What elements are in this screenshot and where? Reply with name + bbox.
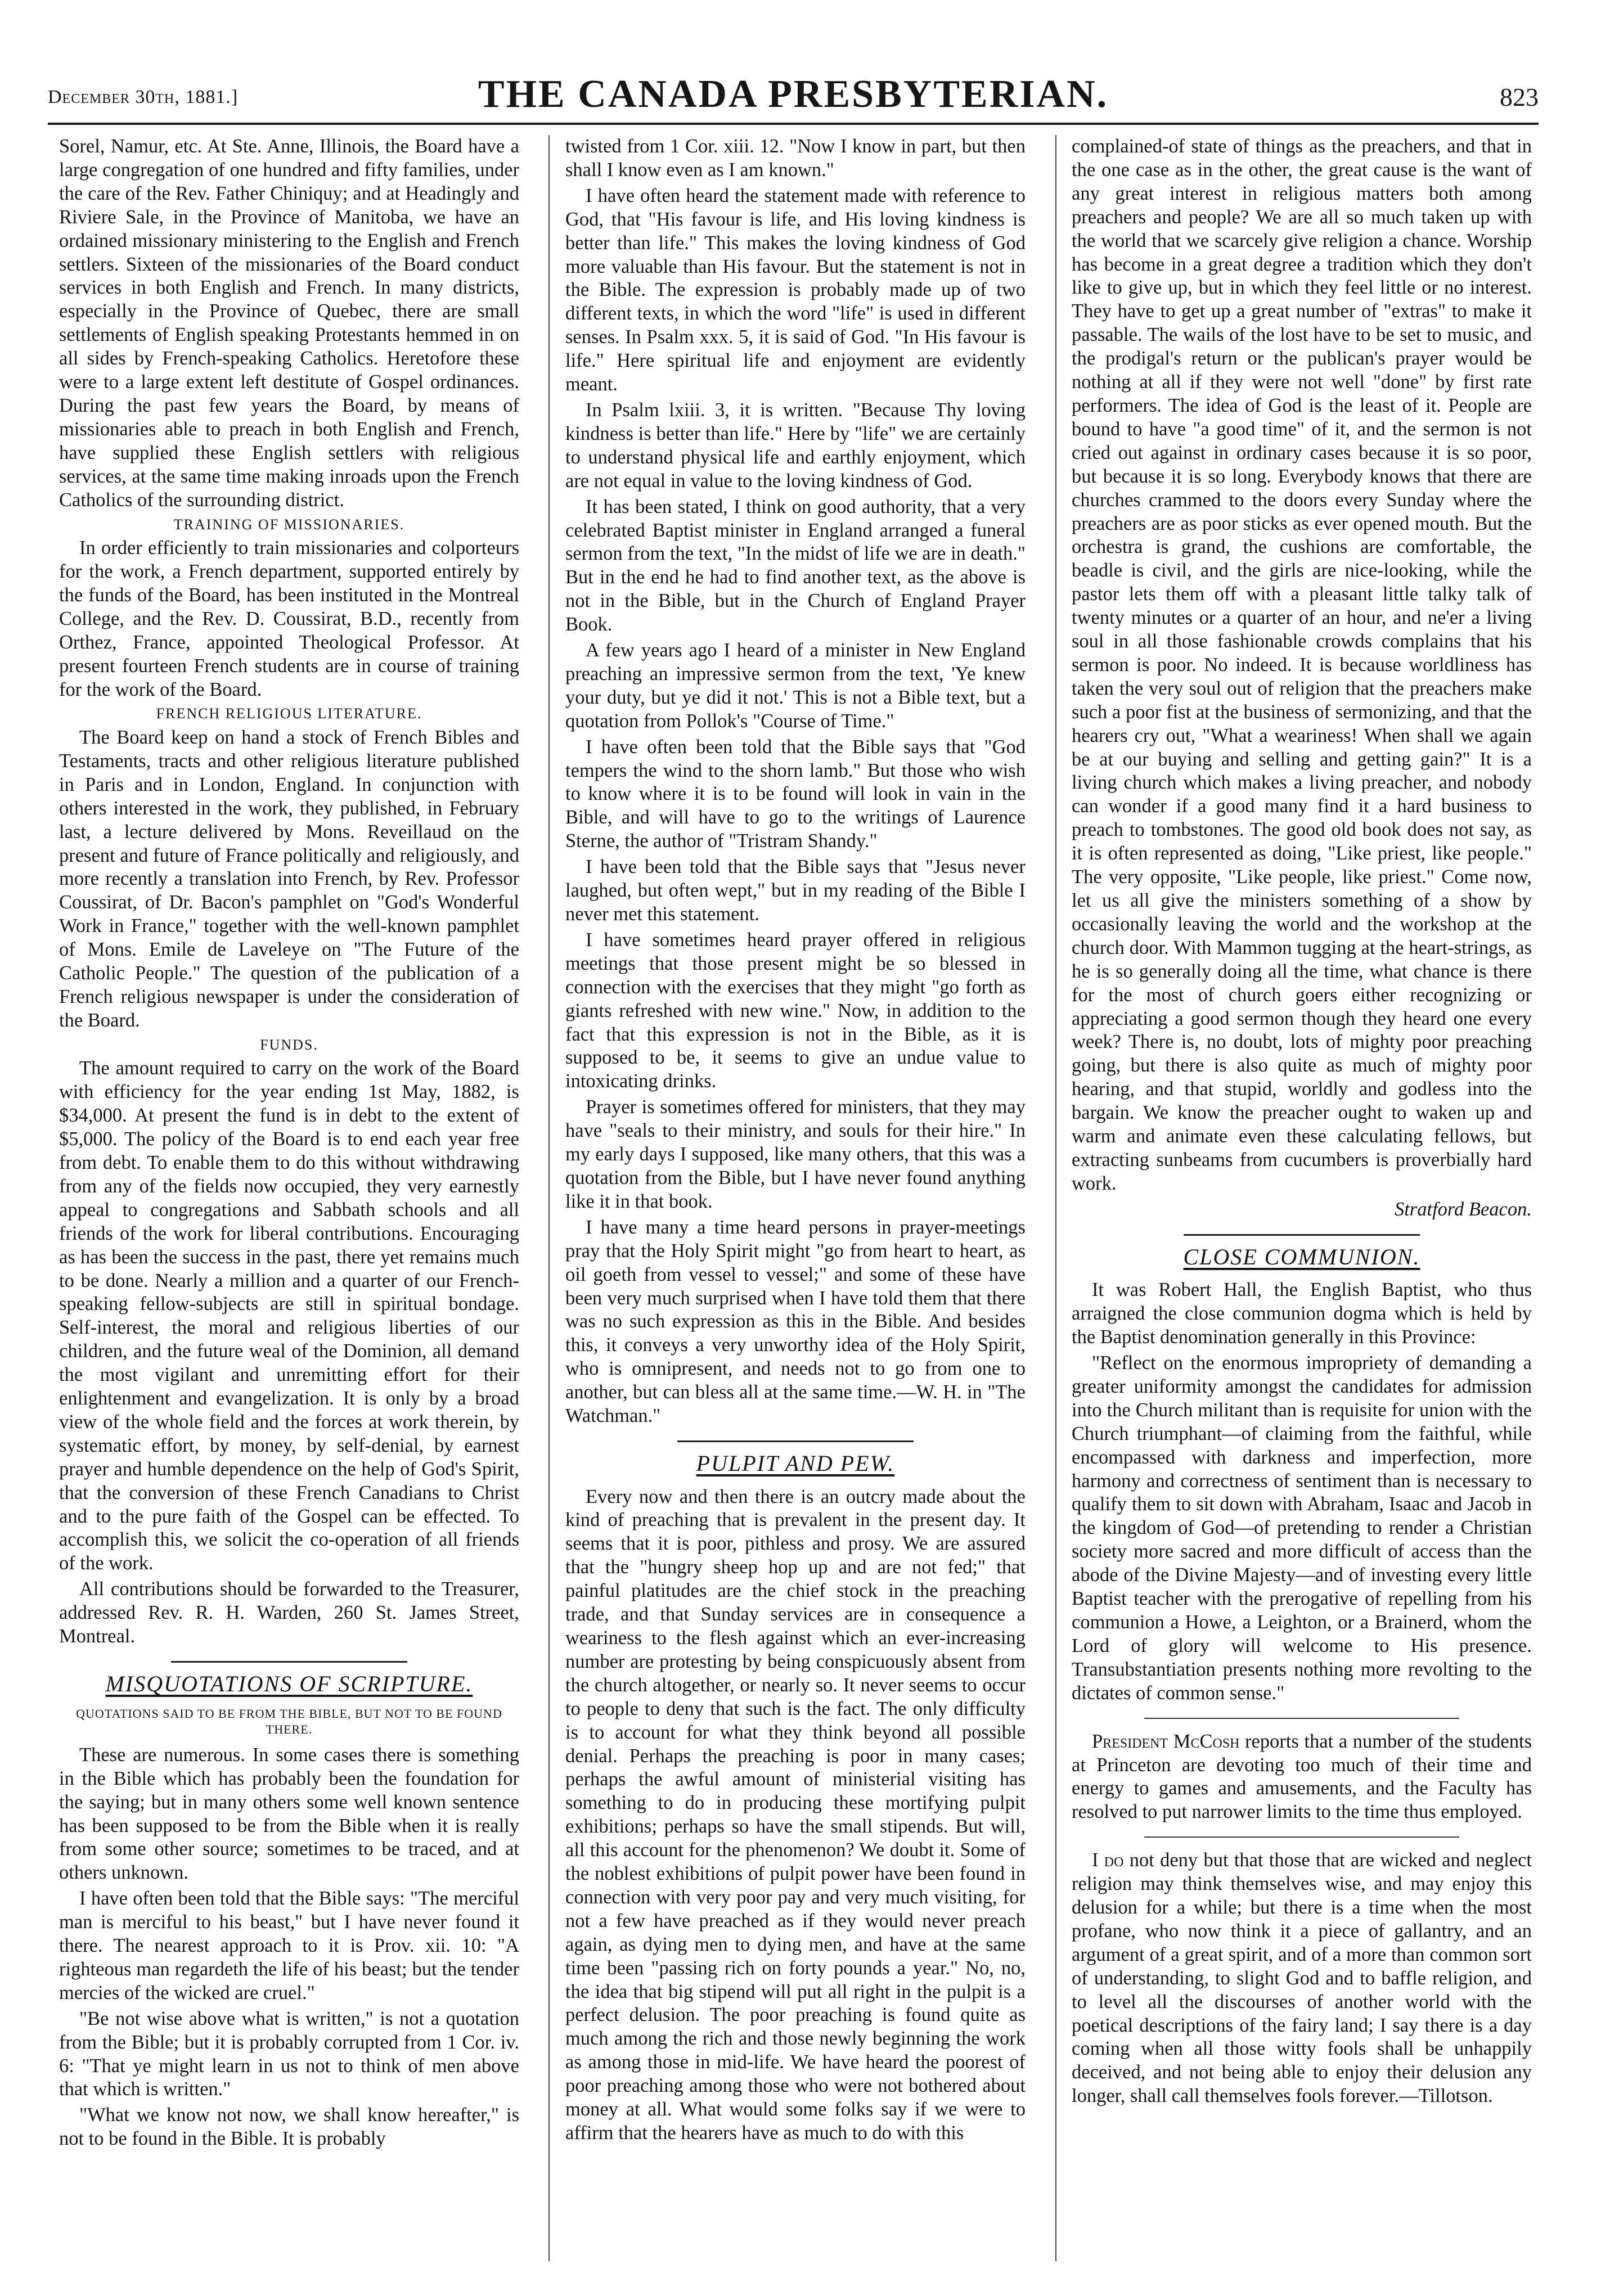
paragraph: A few years ago I heard of a minister in New England preaching an impressive sermon from the text, 'Ye knew your duty, but ye did it not.' This is not a Bible text, but a quotation from Pollok's "Course of Time." (565, 640, 1026, 732)
lead-words: I do (1092, 1849, 1124, 1871)
paragraph: I have often heard the statement made with reference to God, that "His favour is life, and His loving kindness is better than life." This makes the loving kindness of God more valuable than His favour. But the statement is not in the Bible. The expression is probably made up of two different texts, in which the word "life" is used in different senses. In Psalm xxx. 5, it is said of God. "In His favour is life." Here spiritual life and enjoyment are evidently meant. (565, 184, 1026, 395)
paragraph: It was Robert Hall, the English Baptist, who thus arraigned the close communion dogma which is held by the Baptist denomination generally in this Province: (1072, 1279, 1532, 1348)
column-1 (59, 135, 519, 2272)
section-rule (677, 1440, 914, 1442)
column-rule-2 (1055, 135, 1056, 2261)
paragraph (1072, 1730, 1532, 1825)
paragraph: Prayer is sometimes offered for ministers, that they may have "seals to their ministry, and souls for their hire." In my early days I supposed, like many others, that this was a quotation from the Bible, but I have never found anything like it in that book. (565, 1096, 1026, 1212)
paragraph: I have many a time heard persons in prayer-meetings pray that the Holy Spirit might "go from heart to heart, as oil goeth from vessel to vessel;" and some of these have been very much surprised when I have told them that there was no such expression as this in the Bible. And besides this, it conveys a very unworthy idea of the Holy Spirit, who is omnipresent, and needs not to go from one to another, but can bless all at the same time.—W. H. in "The Watchman." (565, 1216, 1026, 1427)
paragraph-text: not deny but that those that are wicked and neglect religion may think themselves wise, and may enjoy this delusion for a while; but there is a time when the most profane, who now think it a piece of gallantry, and an argument of a great spirit, and of a more than common sort of understanding, to slight God and to baffle religion, and to level all the discourses of another world with the poetical descriptions of the fairy land; I say there is a day coming when all those witty fools shall be unhappily deceived, and not being able to enjoy their delusion any longer, shall call themselves fools forever.—Tillotson. (1072, 1849, 1532, 2107)
paragraph: I have sometimes heard prayer offered in religious meetings that those present might be so blessed in connection with the exercises that they might "go forth as giants refreshed with new wine." Now, in addition to the fact that this expression is not in the Bible, as it is supposed to be, it seems to give an undue value to intoxicating drinks. (565, 929, 1026, 1092)
paragraph: In Psalm lxiii. 3, it is written. "Because Thy loving kindness is better than life." Here by "life" we are certainly to understand physical life and earthly enjoyment, which are not equal in value to the loving kindness of God. (565, 399, 1026, 492)
paragraph: I have often been told that the Bible says: "The merciful man is merciful to his beast," but I have never found it there. The nearest approach to it is Prov. xii. 10: "A righteous man regardeth the life of his beast; but the tender mercies of the wicked are cruel." (59, 1888, 519, 2004)
issue-date: December 30th, 1881.] (48, 87, 239, 107)
subheading-training: TRAINING OF MISSIONARIES. (173, 516, 405, 533)
section-rule (171, 1661, 407, 1663)
paragraph: It has been stated, I think on good authority, that a very celebrated Baptist minister in England arranged a funeral sermon from the text, "In the midst of life we are in death." But in the end he had to find another text, as the above is not in the Bible, but in the Church of England Prayer Book. (565, 496, 1026, 636)
paragraph: complained-of state of things as the preachers, and that in the one case as in the other, the great cause is the want of any great interest in religious matters both among preachers and people? We are all so much taken up with the world that we scarcely give religion a chance. Worship has become in a great degree a tradition which they don't like to give up, but in which they feel little or no interest. They have to get up a great number of "extras" to make it passable. The wails of the lost have to be set to music, and the prodigal's return or the publican's prayer would be nothing at all if they were not well "done" by first rate performers. The idea of God is the least of it. People are bound to have "a good time" of it, and the sermon is not cried out against in ordinary cases because it is so poor, but because it is so long. Everybody knows that there are churches crammed to the doors every Sunday where the preachers are as poor sticks as ever opened mouth. But the orchestra is grand, the cushions are comfortable, the beadle is civil, and the girls are nice-looking, while the pastor lets them off with a pleasant little talky talk of twenty minutes or a quarter of an hour, and ne'er a living soul in all those fashionable crowds complains that his sermon is poor. No indeed. It is because worldliness has taken the very soul out of religion that the preachers make such a poor fist at the business of sermonizing, and that the hearers cry out, "What a weariness! When shall we again be at our buying and selling and getting gain?" It is a living church which makes a living preacher, and nobody can wonder if a good many find it a hard business to preach to tombstones. The good old book does not say, as it is often represented as doing, "Like priest, like people." The very opposite, "Like people, like priest." Come now, let us all give the ministers something of a show by occasionally leaving the world and the workshop at the church door. With Mammon tugging at the heart-strings, as he is so generally doing all the time, what chance is there for the most of church goers either recognizing or appreciating a good sermon though they heard one every week? There is, no doubt, lots of mighty poor preaching going, but there is also quite as much of mighty poor hearing, and that stupid, worldly and godless into the bargain. We know the preacher ought to waken up and warm and animate even these calculating fellows, but extracting sunbeams from cucumbers is proverbially hard work. (1072, 136, 1532, 1194)
masthead (48, 72, 1539, 125)
page-number: 823 (1500, 83, 1539, 111)
article-title-misquotations: MISQUOTATIONS OF SCRIPTURE. (105, 1671, 473, 1697)
paragraph: Every now and then there is an outcry made about the kind of preaching that is prevalent in the present day. It seems that it is poor, pithless and prosy. We are assured that the "hungry sheep hop up and are not fed;" that painful platitudes are the chief stock in the preaching trade, and that Sunday services are in consequence a weariness to the flesh against which an ever-increasing number are protesting by being conspicuously absent from the church altogether, or nearly so. It never seems to occur to people to deny that such is the fact. The only difficulty is to account for what they think beyond all possible denial. Perhaps the preaching is poor in many cases; perhaps the awful amount of ministerial visiting has something to do in producing these mortifying pulpit exhibitions; perhaps so have the small stipends. But will, all this account for the phenomenon? We doubt it. Some of the noblest exhibitions of pulpit power have been found in connection with very poor pay and very much visiting, for not a few have preached as if they would never preach again, as dying men to dying men, and have at the same time been "passing rich on forty pounds a year." No, no, the idea that big stipend will put all right in the pulpit is a perfect delusion. The poor preaching is found quite as much among the rich and those newly beginning the work as among those in mid-life. We have heard the poorest of poor preaching among those who were not bothered about money at all. What would some folks say if we were to affirm that the hearers have as much to do with this (565, 1485, 1026, 2144)
section-rule (1144, 1836, 1459, 1838)
paragraph: "What we know not now, we shall know hereafter," is not to be found in the Bible. It is probably (59, 2104, 519, 2150)
article-title-pulpit: PULPIT AND PEW. (696, 1450, 895, 1476)
paragraph: "Be not wise above what is written," is not a quotation from the Bible; but it is probably corrupted from 1 Cor. iv. 6: "That ye might learn in us not to think of men above that which is written." (59, 2007, 519, 2100)
paragraph: I have been told that the Bible says that "Jesus never laughed, but often wept," but in my reading of the Bible I never met this statement. (565, 856, 1026, 925)
section-rule (1184, 1234, 1420, 1236)
paragraph: All contributions should be forwarded to the Treasurer, addressed Rev. R. H. Warden, 260 St. James Street, Montreal. (59, 1578, 519, 1647)
lead-words: President McCosh (1092, 1730, 1240, 1752)
column-2 (565, 135, 1026, 2272)
newspaper-title: THE CANADA PRESBYTERIAN. (478, 73, 1109, 116)
article-title-communion: CLOSE COMMUNION. (1183, 1244, 1420, 1269)
paragraph: These are numerous. In some cases there is something in the Bible which has probably been the foundation for the saying; but in many others some well known sentence has been supposed to be from the Bible when it is really from some other source; sometimes to be traced, and at others unknown. (59, 1744, 519, 1884)
paragraph (1072, 1849, 1532, 2108)
subheading-literature: FRENCH RELIGIOUS LITERATURE. (156, 705, 422, 722)
article-subtitle: QUOTATIONS SAID TO BE FROM THE BIBLE, BUT NOT TO BE FOUND THERE. (76, 1706, 502, 1737)
paragraph: The amount required to carry on the work of the Board with efficiency for the year ending 1st May, 1882, is $34,000. At present the fund is in debt to the extent of $5,000. The policy of the Board is to end each year free from debt. To enable them to do this without withdrawing from any of the fields now occupied, they very earnestly appeal to congregations and Sabbath schools and all friends of the work for liberal contributions. Encouraging as has been the success in the past, there yet remains much to be done. Nearly a million and a quarter of our French-speaking fellow-subjects are still in spiritual bondage. Self-interest, the moral and religious liberties of our children, and the future weal of the Dominion, all demand the most vigilant and unremitting effort for their enlightenment and evangelization. It is only by a broad view of the whole field and the forces at work therein, by systematic effort, by money, by self-denial, by earnest prayer and humble dependence on the help of God's Spirit, that the conversion of these French Canadians to Christ and to the pure faith of the Gospel can be effected. To accomplish this, we solicit the co-operation of all friends of the work. (59, 1057, 519, 1574)
section-rule (1144, 1718, 1459, 1719)
paragraph: I have often been told that the Bible says that "God tempers the wind to the shorn lamb." But those who wish to know where it is to be found will look in vain in the Bible, and will have to go to the writings of Laurence Sterne, the author of "Tristram Shandy." (565, 736, 1026, 852)
paragraph: In order efficiently to train missionaries and colporteurs for the work, a French department, supported entirely by the funds of the Board, has been instituted in the Montreal College, and the Rev. D. Coussirat, B.D., recently from Orthez, France, appointed Theological Professor. At present fourteen French students are in course of training for the work of the Board. (59, 537, 519, 700)
column-3 (1072, 135, 1532, 2272)
paragraph-text: reports that a number of the students at Princeton are devoting too much of their time and energy to games and amusements, and the Faculty has resolved to put narrower limits to the time thus employed. (1072, 1730, 1532, 1823)
column-rule-1 (548, 135, 550, 2261)
paragraph: The Board keep on hand a stock of French Bibles and Testaments, tracts and other religious literature published in Paris and in London, England. In conjunction with others interested in the work, they published, in February last, a lecture delivered by Mons. Reveillaud on the present and future of France politically and religiously, and more recently a translation into French, by Rev. Professor Coussirat, of Dr. Bacon's pamphlet on "God's Wonderful Work in France," together with the well-known pamphlet of Mons. Emile de Laveleye on "The Future of the Catholic People." The question of the publication of a French religious newspaper is under the consideration of the Board. (59, 727, 519, 1031)
subheading-funds: FUNDS. (260, 1036, 318, 1053)
paragraph: "Reflect on the enormous impropriety of demanding a greater uniformity amongst the candidates for admission into the Church militant than is requisite for union with the Church triumphant—of claiming from the faithful, while encompassed with darkness and imperfection, more harmony and correctness of sentiment than is necessary to qualify them to sit down with Abraham, Isaac and Jacob in the kingdom of God—of pretending to render a Christian society more sacred and more difficult of access than the abode of the Divine Majesty—and of investing every little Baptist teacher with the prerogative of repelling from his communion a Howe, a Leighton, or a Brainerd, whom the Lord of glory will welcome to His presence. Transubstantiation presents nothing more revolting to the dictates of common sense." (1072, 1352, 1532, 1704)
source-signature: Stratford Beacon. (1394, 1198, 1532, 1220)
paragraph: Sorel, Namur, etc. At Ste. Anne, Illinois, the Board have a large congregation of one hundred and fifty families, under the care of the Rev. Father Chiniquy; and at Headingly and Riviere Sale, in the Province of Manitoba, we have an ordained missionary ministering to the English and French settlers. Sixteen of the missionaries of the Board conduct services in both English and French. In many districts, especially in the Province of Quebec, there are small settlements of English speaking Protestants hemmed in on all sides by French-speaking Catholics. Heretofore these were to a large extent left destitute of Gospel ordinances. During the past few years the Board, by means of missionaries able to preach in both English and French, have supplied these English settlers with religious services, at the same time making inroads upon the French Catholics of the surrounding district. (59, 136, 519, 511)
paragraph: twisted from 1 Cor. xiii. 12. "Now I know in part, but then shall I know even as I am known." (565, 136, 1026, 181)
